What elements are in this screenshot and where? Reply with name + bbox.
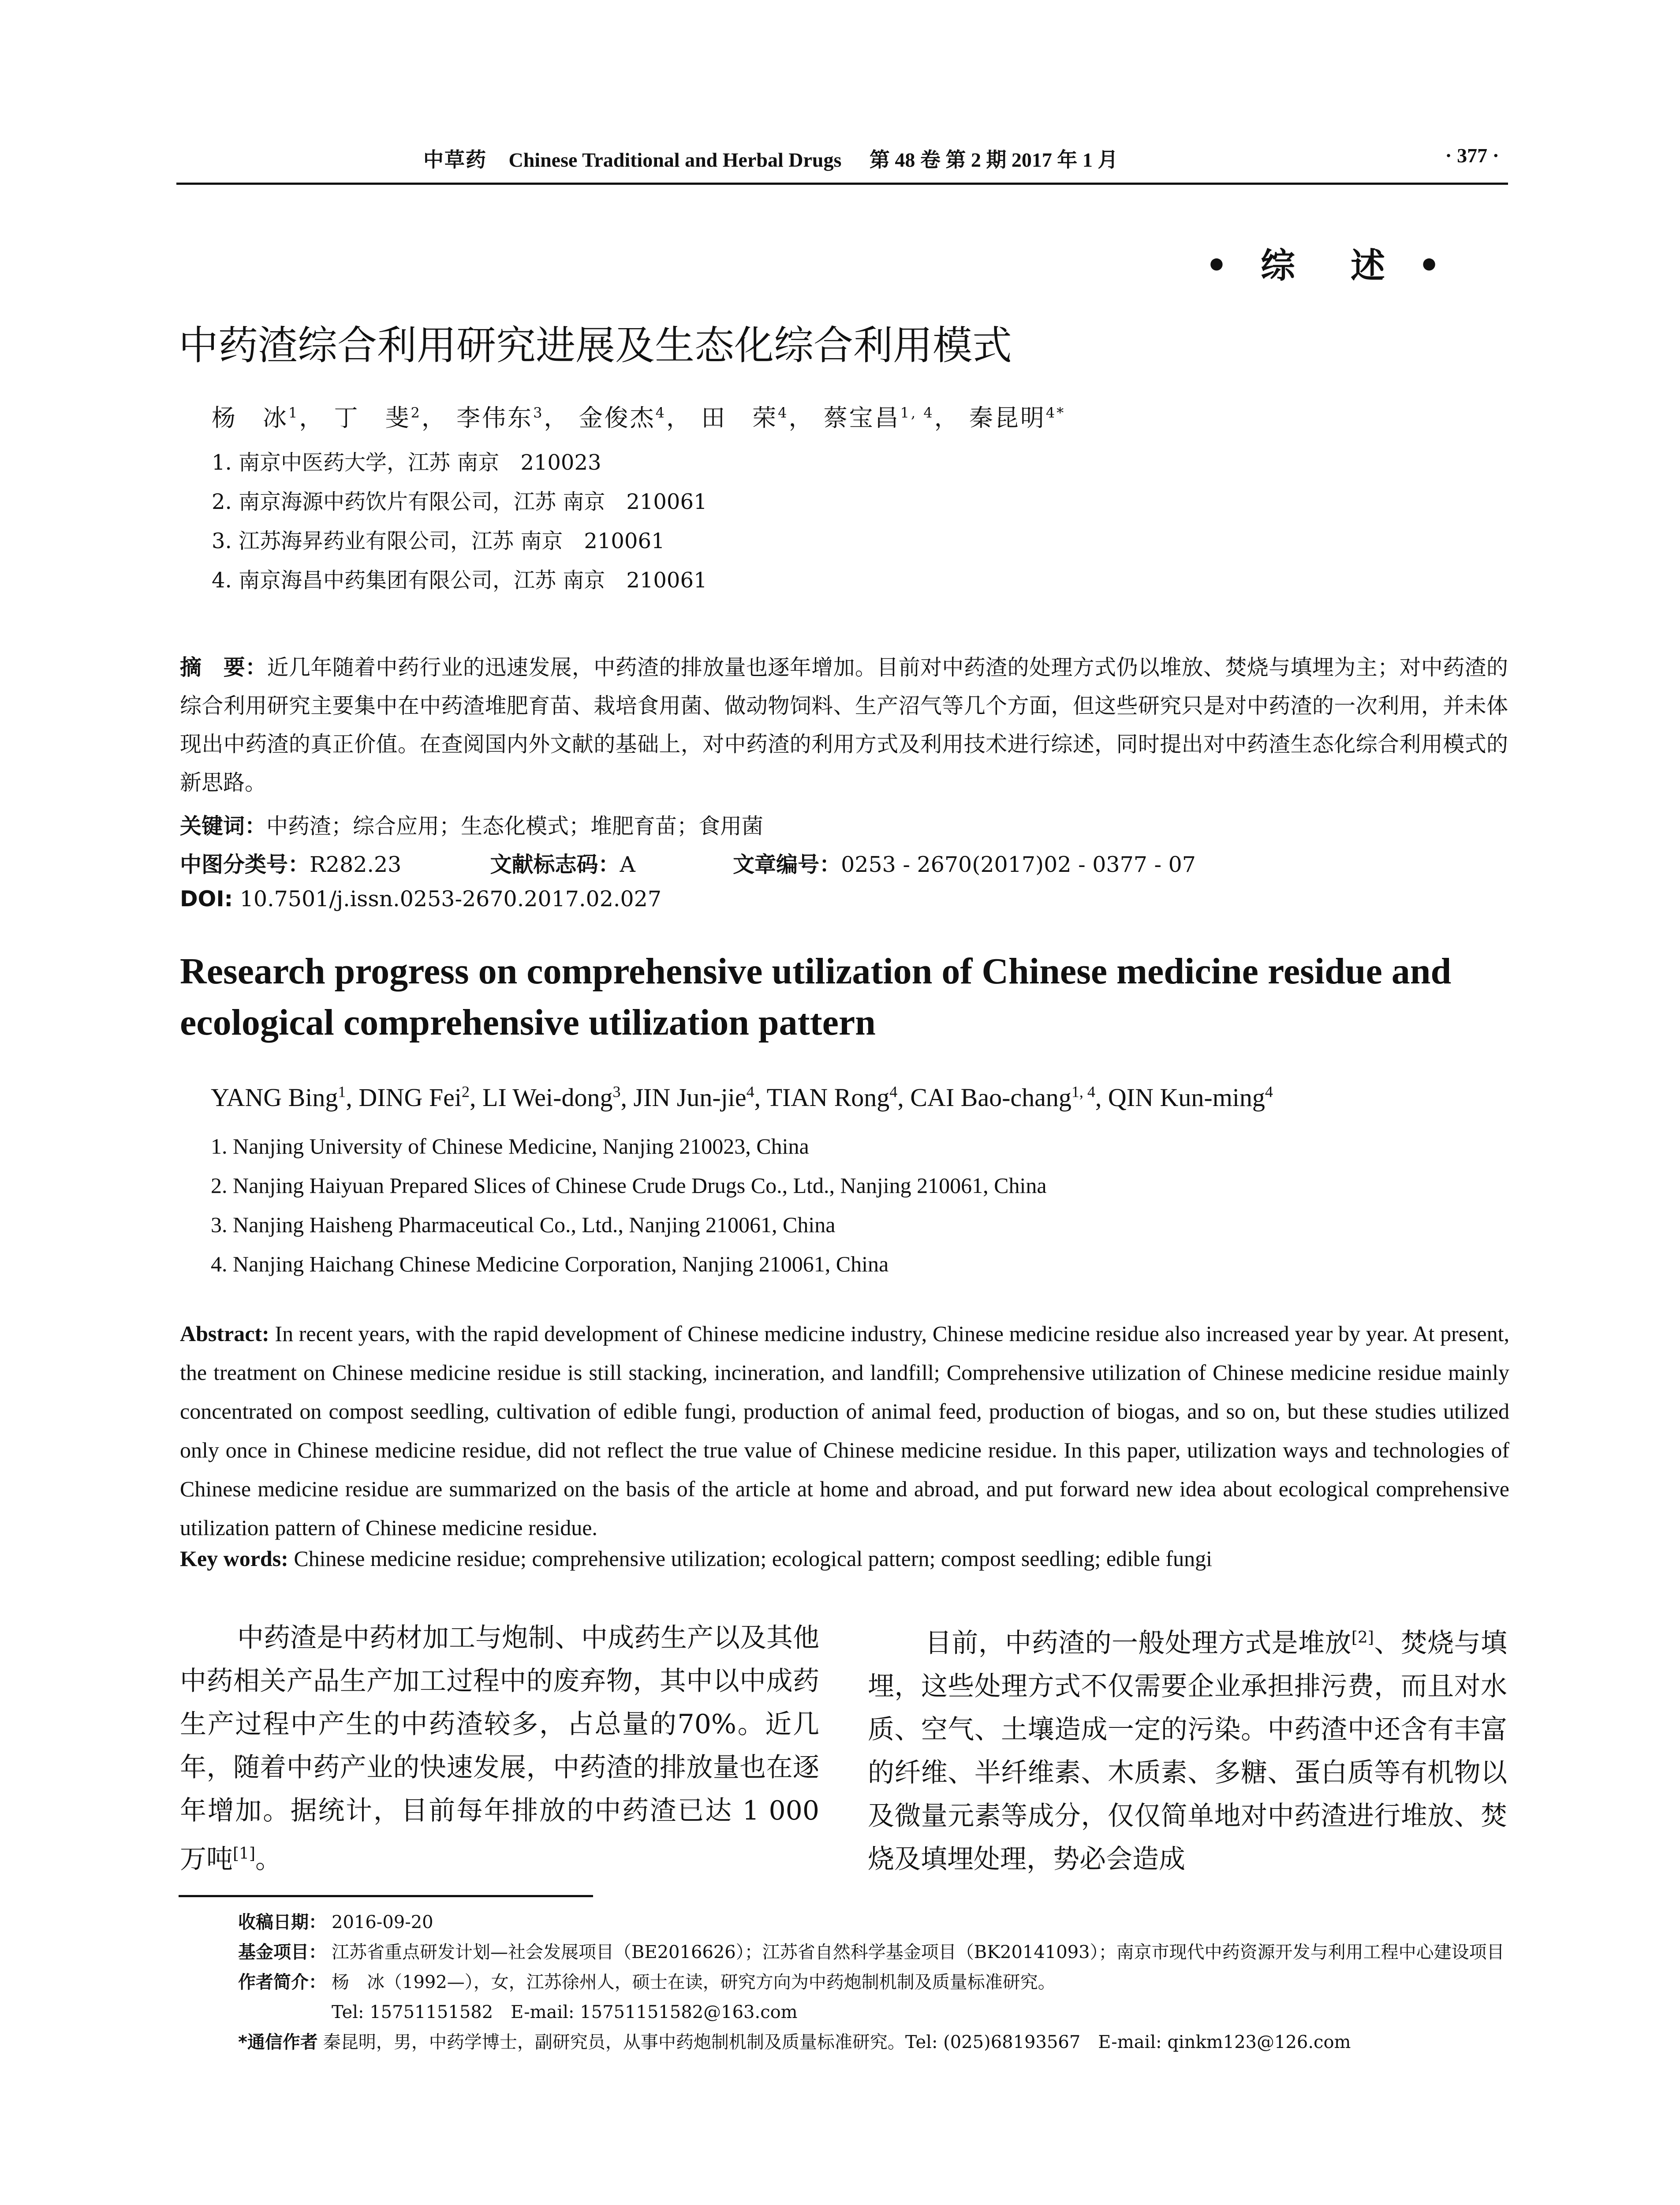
footnote-divider <box>179 1895 593 1897</box>
journal-logo: 中草药 <box>423 148 487 172</box>
keywords-text: Chinese medicine residue; comprehensive utilization; ecological pattern; compost seedling; edible fungi <box>294 1546 1213 1571</box>
body-text: 目前，中药渣的一般处理方式是堆放 <box>925 1628 1351 1659</box>
footnote-received: 收稿日期： 2016-09-20 <box>238 1912 433 1932</box>
classification-line <box>180 848 1196 878</box>
citation[interactable]: [1] <box>233 1845 255 1863</box>
affiliation: 3. Nanjing Haisheng Pharmaceutical Co., Ltd., Nanjing 210061, China <box>211 1212 836 1237</box>
footnote-fund: 基金项目： 江苏省重点研发计划—社会发展项目（BE2016626）；江苏省自然科学基金项目（BK20141093）；南京市现代中药资源开发与利用工程中心建设项目 <box>238 1942 1505 1962</box>
section-label: • 综 述 • <box>1205 246 1451 286</box>
author: 杨 冰$^1$ <box>212 404 299 432</box>
doi-label: DOI: <box>180 886 233 912</box>
english-authors: YANG Bing$^1$, DING Fei$^2$, LI Wei-dong$^3$, JIN Jun-jie$^4$, TIAN Rong$^4$, CAI Bao-chang$^{1, 4}$, QIN Kun-ming$^4$ <box>211 1083 1273 1112</box>
affiliation: 2. 南京海源中药饮片有限公司，江苏 南京 210061 <box>212 490 707 514</box>
affiliation: 1. Nanjing University of Chinese Medicine, Nanjing 210023, China <box>211 1134 809 1159</box>
footnote-author: 作者简介： 杨 冰（1992—），女，江苏徐州人，硕士在读，研究方向为中药炮制机制及质量标准研究。 Tel: 15751151582 E-mail: 15751151582@163.com <box>238 1972 1056 2022</box>
doc-code-label: 文献标志码： <box>490 852 620 877</box>
author-contact: Tel: 15751151582 E-mail: 15751151582@163.com <box>332 2002 798 2022</box>
keywords-text: 中药渣；综合应用；生态化模式；堆肥育苗；食用菌 <box>266 814 764 839</box>
doi-line <box>180 886 661 912</box>
abstract-label: Abstract: <box>180 1321 269 1346</box>
article-no-label: 文章编号： <box>733 852 841 877</box>
body-column-left: 中药渣是中药材加工与炮制、中成药生产以及其他中药相关产品生产加工过程中的废弃物，其中以中成药生产过程中产生的中药渣较多，占总量的70%。近几年，随着中药产业的快速发展，中药渣的排放量也在逐年增加。据统计，目前每年排放的中药渣已达 1 000 万吨[1]。 <box>180 1622 819 1875</box>
author: 田 荣$^4$ <box>701 404 789 432</box>
abstract-text: In recent years, with the rapid development of Chinese medicine industry, Chinese medicine residue also increased year by year. At present, the treatment on Chinese medicine residue is still stacking, incineration, and landfill; Comprehensive utilization of Chinese medicine residue mainly concentrated on compost seedling, cultivation of edible fungi, production of animal feed, production of biogas, and so on, but these studies utilized only once in Chinese medicine residue, did not reflect the true value of Chinese medicine residue. In this paper, utilization ways and technologies of Chinese medicine residue are summarized on the basis of the article at home and abroad, and put forward new idea about ecological comprehensive utilization pattern of Chinese medicine residue. <box>180 1321 1510 1540</box>
citation[interactable]: [2] <box>1351 1629 1374 1647</box>
affiliation: 2. Nanjing Haiyuan Prepared Slices of Chinese Crude Drugs Co., Ltd., Nanjing 210061, China <box>211 1173 1047 1198</box>
author: 丁 斐$^2$ <box>334 404 422 432</box>
chinese-keywords <box>180 809 763 840</box>
body-text: 、焚烧与填埋，这些处理方式不仅需要企业承担排污费，而且对水质、空气、土壤造成一定的污染。中药渣中还含有丰富的纤维、半纤维素、木质素、多糖、蛋白质等有机物以及微量元素等成分，仅仅简单地对中药渣进行堆放、焚烧及填埋处理，势必会造成 <box>868 1628 1508 1875</box>
affiliation: 4. 南京海昌中药集团有限公司，江苏 南京 210061 <box>212 568 707 593</box>
body-text: 中药渣是中药材加工与炮制、中成药生产以及其他中药相关产品生产加工过程中的废弃物，其中以中成药生产过程中产生的中药渣较多，占总量的70%。近几年，随着中药产业的快速发展，中药渣的排放量也在逐年增加。据统计，目前每年排放的中药渣已达 1 000 万吨 <box>180 1622 819 1875</box>
keywords-label: 关键词： <box>180 814 267 839</box>
author: CAI Bao-chang$^{1, 4}$ <box>910 1083 1095 1112</box>
article-no-value: 0253 - 2670(2017)02 - 0377 - 07 <box>841 852 1196 877</box>
author: LI Wei-dong$^3$ <box>482 1083 621 1112</box>
author: 秦昆明$^{4*}$ <box>969 404 1066 432</box>
clc-label: 中图分类号： <box>180 852 310 877</box>
chinese-title: 中药渣综合利用研究进展及生态化综合利用模式 <box>179 322 1012 369</box>
author: TIAN Rong$^4$ <box>766 1083 898 1112</box>
chinese-abstract <box>180 648 1508 802</box>
english-affiliations <box>211 1127 1047 1284</box>
english-keywords <box>180 1546 1212 1571</box>
footnote-corresponding: *通信作者 秦昆明，男，中药学博士，副研究员，从事中药炮制机制及质量标准研究。Tel: (025)68193567 E-mail: qinkm123@126.com <box>238 2032 1351 2052</box>
author: 蔡宝昌$^{1, 4}$ <box>823 404 934 432</box>
chinese-affiliations <box>212 443 707 600</box>
page-number: · 377 · <box>1445 144 1499 167</box>
issue-info: 第 48 卷 第 2 期 2017 年 1 月 <box>869 149 1118 171</box>
affiliation: 3. 江苏海昇药业有限公司，江苏 南京 210061 <box>212 529 665 553</box>
author: 李伟东$^3$ <box>456 404 544 432</box>
english-title: Research progress on comprehensive utilization of Chinese medicine residue and ecological comprehensive utilization pattern <box>180 951 1452 1043</box>
doc-code-value: A <box>620 852 635 877</box>
doi-value: 10.7501/j.issn.0253-2670.2017.02.027 <box>239 886 661 912</box>
author: QIN Kun-ming$^4$ <box>1108 1083 1273 1112</box>
running-header <box>176 140 1508 185</box>
affiliation: 1. 南京中医药大学，江苏 南京 210023 <box>212 450 601 475</box>
footnotes <box>238 1907 1508 2057</box>
keywords-label: Key words: <box>180 1546 288 1571</box>
author: JIN Jun-jie$^4$ <box>633 1083 754 1112</box>
author: DING Fei$^2$ <box>358 1083 470 1112</box>
chinese-authors: 杨 冰$^1$， 丁 斐$^2$， 李伟东$^3$， 金俊杰$^4$， 田 荣$^4$， 蔡宝昌$^{1, 4}$， 秦昆明$^{4*}$ <box>212 404 1066 432</box>
abstract-text: 近几年随着中药行业的迅速发展，中药渣的排放量也逐年增加。目前对中药渣的处理方式仍以堆放、焚烧与填埋为主；对中药渣的综合利用研究主要集中在中药渣堆肥育苗、栽培食用菌、做动物饲料、生产沼气等几个方面，但这些研究只是对中药渣的一次利用，并未体现出中药渣的真正价值。在查阅国内外文献的基础上，对中药渣的利用方式及利用技术进行综述，同时提出对中药渣生态化综合利用模式的新思路。 <box>180 655 1508 795</box>
author: YANG Bing$^1$ <box>211 1083 346 1112</box>
english-abstract <box>180 1314 1509 1547</box>
author: 金俊杰$^4$ <box>579 404 666 432</box>
clc-value: R282.23 <box>310 852 402 877</box>
journal-line <box>423 144 1118 173</box>
abstract-label: 摘 要： <box>180 655 267 680</box>
affiliation: 4. Nanjing Haichang Chinese Medicine Corporation, Nanjing 210061, China <box>211 1252 889 1276</box>
journal-name: Chinese Traditional and Herbal Drugs <box>508 149 842 171</box>
body-column-right <box>868 1616 1507 1881</box>
